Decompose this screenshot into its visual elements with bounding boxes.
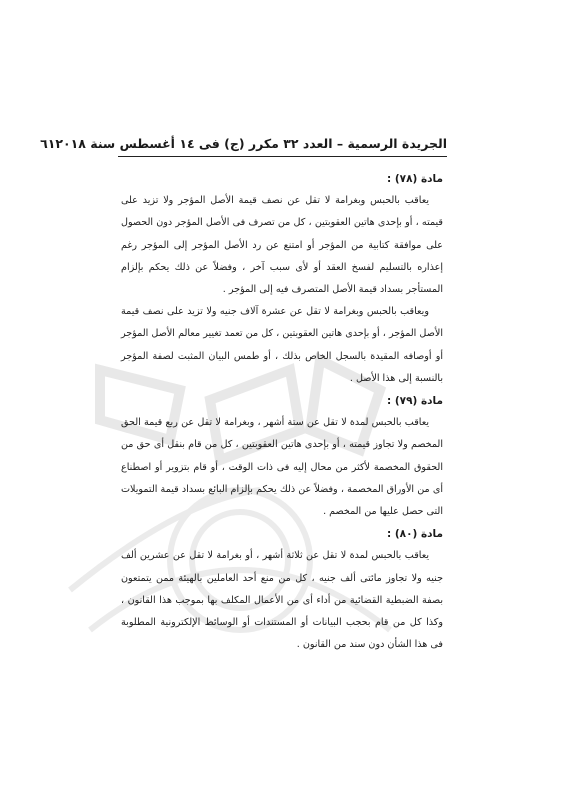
article-79-paragraph-1: يعاقب بالحبس لمدة لا تقل عن ستة أشهر ، وبغرامة لا تقل عن ربع قيمة الحق المخصم ولا تجاوز قيمته ، أو بإحدى هاتين العقوبتين ، كل من قام بنقل أى حق من الحقوق المخصمة لأكثر من محال إليه فى ذات الوقت ، أو قام بتزوير أو اصطناع أى من الأوراق المخصمة ، وفضلاً عن ذلك يحكم بإلزام البائع بسداد قيمة التمويلات التى حصل عليها من المخصم . (121, 417, 443, 518)
article-78-title: مادة (٧٨) : (387, 173, 443, 185)
page-number: ٦١ (40, 135, 56, 151)
article-79-title: مادة (٧٩) : (387, 395, 443, 408)
article-78-paragraph-2: ويعاقب بالحبس وبغرامة لا تقل عن عشرة آلاف جنيه ولا تزيد على نصف قيمة الأصل المؤجر ، أو بإحدى هاتين العقوبتين ، كل من تعمد تغيير معالم الأصل المؤجر أو أوصافه المقيدة بالسجل الخاص بذلك ، أو طمس البيان المثبت لصفة المؤجر بالنسبة إلى هذا الأصل . (121, 306, 443, 384)
gazette-header (40, 132, 447, 154)
article-80-title: مادة (٨٠) : (387, 528, 443, 541)
header-divider (118, 156, 447, 157)
article-80-paragraph-1: يعاقب بالحبس لمدة لا تقل عن ثلاثة أشهر ، أو بغرامة لا تقل عن عشرين ألف جنيه ولا تجاوز مائتى ألف جنيه ، كل من منع أحد العاملين بالهيئة ممن يتمتعون بصفة الضبطية القضائية من أداء أى من الأعمال المكلف بها بموجب هذا القانون ، وكذا كل من قام بحجب البيانات أو المستندات أو الوسائط الإلكترونية المطلوبة فى هذا الشأن دون سند من القانون . (121, 550, 443, 651)
article-78-paragraph-1: يعاقب بالحبس وبغرامة لا تقل عن نصف قيمة الأصل المؤجر ولا تزيد على قيمته ، أو بإحدى هاتين العقوبتين ، كل من تصرف فى الأصل المؤجر دون الحصول على موافقة كتابية من المؤجر أو امتنع عن رد الأصل المؤجر إلى المؤجر رغم إعذاره بالتسليم لفسخ العقد أو لأى سبب آخر ، وفضلاً عن ذلك يحكم بإلزام المستأجر بسداد قيمة الأصل المتصرف فيه إلى المؤجر . (121, 195, 443, 296)
header-title: الجريدة الرسمية – العدد ٣٢ مكرر (ج) فى ١٤ أغسطس سنة ٢٠١٨ (55, 135, 447, 151)
document-body (121, 168, 443, 656)
